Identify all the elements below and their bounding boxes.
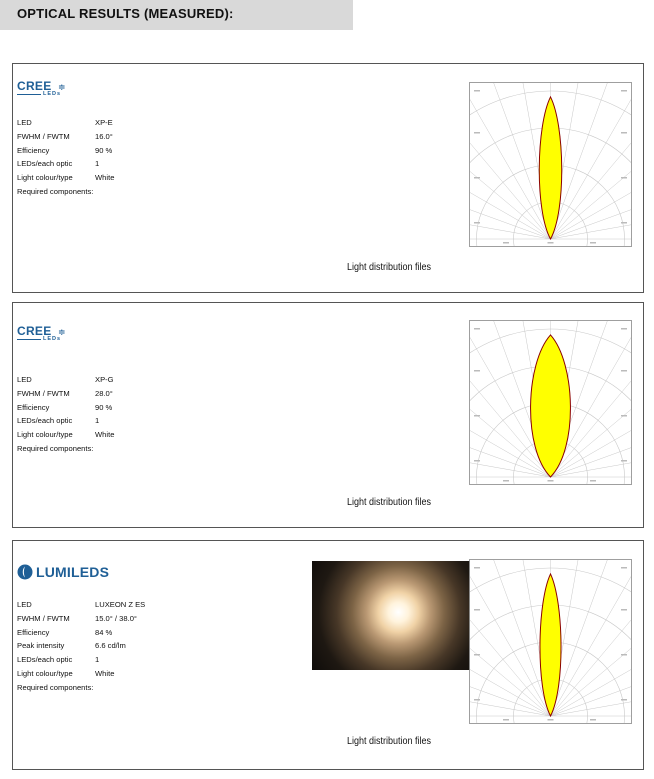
- lumileds-logo-text: LUMILEDS: [36, 564, 110, 580]
- spec-value: 1: [95, 159, 100, 169]
- axis-tick-label: [474, 177, 480, 179]
- axis-tick-label: [474, 328, 480, 330]
- spec-value: 84 %: [95, 627, 113, 637]
- axis-tick-label: [548, 242, 554, 244]
- spec-label: LEDs/each optic: [17, 416, 73, 426]
- axis-tick-label: [474, 90, 480, 92]
- spec-label: FWHM / FWTM: [17, 613, 70, 623]
- spec-value: 90 %: [95, 145, 113, 155]
- axis-tick-label: [621, 370, 627, 372]
- spec-value: White: [95, 668, 115, 678]
- spec-value: 6.6 cd/lm: [95, 641, 126, 651]
- axis-tick-label: [621, 415, 627, 417]
- axis-tick-label: [474, 699, 480, 701]
- spec-label: FWHM / FWTM: [17, 131, 70, 141]
- cree-logo-mark-icon: ≑: [58, 82, 66, 92]
- spec-value: White: [95, 173, 115, 183]
- spec-label: Peak intensity: [17, 641, 65, 651]
- spec-label: LEDs/each optic: [17, 655, 73, 665]
- spec-label: Light colour/type: [17, 668, 73, 678]
- spec-value: White: [95, 430, 115, 440]
- axis-tick-label: [474, 370, 480, 372]
- axis-tick-label: [474, 654, 480, 656]
- light-distribution-files-link[interactable]: Light distribution files: [347, 262, 432, 273]
- polar-diagram: [469, 82, 632, 247]
- spec-label: Light colour/type: [17, 173, 73, 183]
- spec-label: LED: [17, 118, 32, 127]
- light-distribution-files-link[interactable]: Light distribution files: [347, 497, 432, 508]
- axis-tick-label: [474, 460, 480, 462]
- spec-label: Light colour/type: [17, 430, 73, 440]
- axis-tick-label: [474, 222, 480, 224]
- spec-label: FWHM / FWTM: [17, 388, 70, 398]
- axis-tick-label: [621, 567, 627, 569]
- product-panel-1: [12, 63, 644, 293]
- spec-value: 1: [95, 416, 100, 426]
- spec-value: 16.0°: [95, 131, 113, 141]
- axis-tick-label: [474, 415, 480, 417]
- product-panel-3: [12, 540, 644, 770]
- cree-logo-sub: LEDs: [43, 336, 62, 342]
- axis-tick-label: [621, 177, 627, 179]
- spec-value: XP-G: [95, 375, 114, 384]
- spec-value: 90 %: [95, 402, 113, 412]
- lumileds-logo-icon: [17, 564, 33, 580]
- axis-tick-label: [590, 480, 596, 482]
- spec-value: 15.0° / 38.0°: [95, 613, 137, 623]
- axis-tick-label: [621, 654, 627, 656]
- spec-label: LED: [17, 600, 32, 609]
- polar-diagram: [469, 320, 632, 485]
- lumileds-logo: [17, 564, 109, 580]
- axis-tick-label: [621, 132, 627, 134]
- axis-tick-label: [621, 699, 627, 701]
- section-title: OPTICAL RESULTS (MEASURED):: [17, 6, 234, 21]
- axis-tick-label: [548, 719, 554, 721]
- axis-tick-label: [548, 480, 554, 482]
- spec-label: Required components:: [17, 443, 94, 453]
- spec-value: LUXEON Z ES: [95, 600, 146, 609]
- section-header: [0, 0, 353, 30]
- beam-photo: [312, 561, 475, 670]
- cree-logo: [17, 77, 66, 95]
- axis-tick-label: [621, 609, 627, 611]
- axis-tick-label: [503, 242, 509, 244]
- polar-diagram: [469, 559, 632, 724]
- axis-tick-label: [590, 242, 596, 244]
- spec-label: Efficiency: [17, 145, 50, 155]
- spec-label: Efficiency: [17, 402, 50, 412]
- spec-label: LEDs/each optic: [17, 159, 73, 169]
- spec-value: XP-E: [95, 118, 113, 127]
- light-distribution-files-link[interactable]: Light distribution files: [347, 736, 432, 747]
- spec-label: Required components:: [17, 186, 94, 196]
- axis-tick-label: [474, 567, 480, 569]
- cree-logo: [17, 322, 66, 340]
- cree-logo-text: CREE: [17, 79, 52, 93]
- axis-tick-label: [503, 719, 509, 721]
- cree-logo-sub: LEDs: [43, 91, 62, 97]
- axis-tick-label: [474, 132, 480, 134]
- cree-logo-text: CREE: [17, 324, 52, 338]
- spec-label: LED: [17, 375, 32, 384]
- axis-tick-label: [621, 328, 627, 330]
- product-panel-2: [12, 302, 644, 528]
- axis-tick-label: [474, 609, 480, 611]
- axis-tick-label: [590, 719, 596, 721]
- axis-tick-label: [621, 460, 627, 462]
- axis-tick-label: [503, 480, 509, 482]
- spec-label: Required components:: [17, 682, 94, 692]
- spec-label: Efficiency: [17, 627, 50, 637]
- spec-value: 1: [95, 655, 100, 665]
- cree-logo-mark-icon: ≑: [58, 327, 66, 337]
- spec-value: 28.0°: [95, 388, 113, 398]
- axis-tick-label: [621, 90, 627, 92]
- axis-tick-label: [621, 222, 627, 224]
